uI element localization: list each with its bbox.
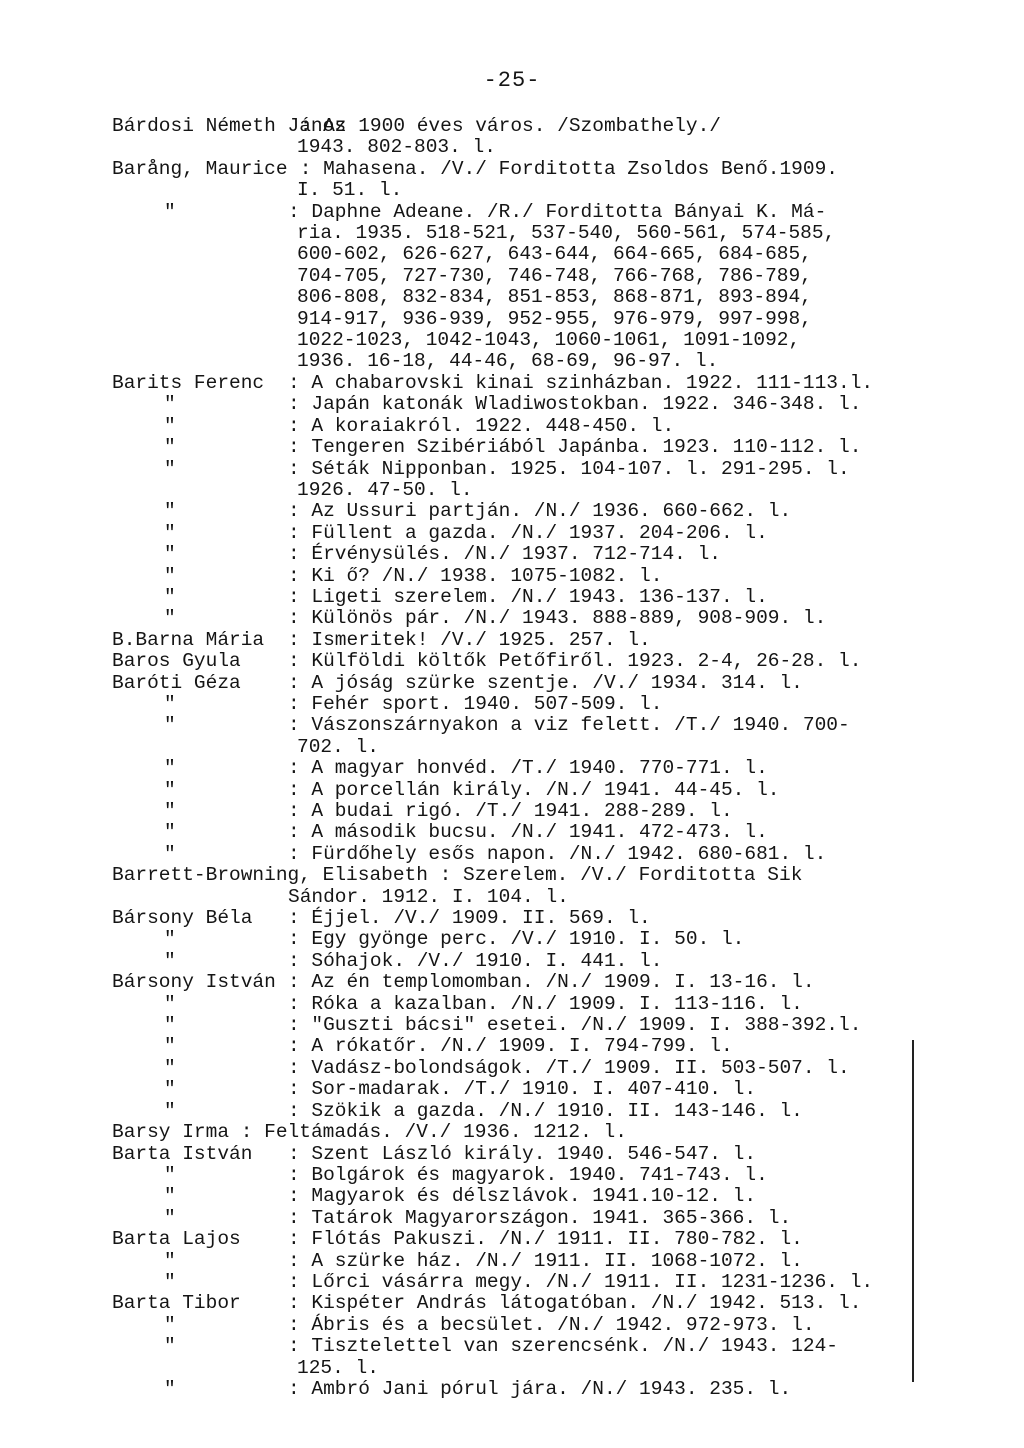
entry-text: : A második bucsu. /N./ 1941. 472-473. l.	[288, 821, 768, 844]
entry-line	[112, 758, 932, 779]
entry-text: : Az 1900 éves város. /Szombathely./	[288, 115, 721, 137]
entry-line	[112, 651, 932, 672]
entry-text: : Szerelem. /V./ Forditotta Sik	[427, 864, 803, 887]
ditto-mark: "	[164, 1163, 176, 1186]
ditto-mark: "	[164, 821, 176, 844]
entry-text: : Ismeritek! /V./ 1925. 257. l.	[288, 628, 651, 651]
ditto-mark: "	[164, 1185, 176, 1208]
entry-line	[112, 416, 932, 437]
author-name: Bársony Béla	[112, 907, 253, 930]
entry-text: : Különös pár. /N./ 1943. 888-889, 908-909. l.	[288, 607, 827, 630]
continuation-text: Sándor. 1912. I. 104. l.	[288, 885, 569, 908]
entry-line	[112, 351, 932, 372]
ditto-mark: "	[164, 457, 176, 480]
entry-text: : Egy gyönge perc. /V./ 1910. I. 50. l.	[288, 928, 745, 951]
ditto-mark: "	[164, 564, 176, 587]
bibliography-list	[112, 116, 932, 1400]
entry-line	[112, 801, 932, 822]
entry-line	[112, 373, 932, 394]
entry-text: : Mahasena. /V./ Forditotta Zsoldos Benő.1909.	[288, 157, 838, 180]
entry-line	[112, 566, 932, 587]
entry-text: : Fürdőhely esős napon. /N./ 1942. 680-681. l.	[288, 842, 827, 865]
entry-text: : Tatárok Magyarországon. 1941. 365-366. l.	[288, 1206, 792, 1229]
entry-line	[112, 459, 932, 480]
ditto-mark: "	[164, 585, 176, 608]
entry-text: : Szökik a gazda. /N./ 1910. II. 143-146. l.	[288, 1099, 803, 1122]
entry-text: : Flótás Pakuszi. /N./ 1911. II. 780-782. l.	[288, 1228, 803, 1251]
entry-line	[112, 116, 932, 137]
entry-text: : A magyar honvéd. /T./ 1940. 770-771. l.	[288, 757, 768, 780]
entry-text: : Róka a kazalban. /N./ 1909. I. 113-116. l.	[288, 992, 803, 1015]
author-name: Barta Tibor	[112, 1292, 241, 1315]
entry-text: : Sor-madarak. /T./ 1910. I. 407-410. l.	[288, 1078, 757, 1101]
entry-line	[112, 1144, 932, 1165]
entry-line	[112, 1186, 932, 1207]
ditto-mark: "	[164, 692, 176, 715]
entry-line	[112, 1122, 932, 1143]
entry-line	[112, 1336, 932, 1357]
entry-text: : Daphne Adeane. /R./ Forditotta Bányai K. Má-	[288, 200, 827, 223]
continuation-text: I. 51. l.	[297, 179, 403, 202]
ditto-mark: "	[164, 800, 176, 822]
entry-line	[112, 309, 932, 330]
continuation-text: ria. 1935. 518-521, 537-540, 560-561, 574-585,	[297, 222, 836, 245]
author-name: Barta István	[112, 1142, 253, 1165]
ditto-mark: "	[164, 1206, 176, 1229]
entry-line	[112, 480, 932, 501]
author-name: B.Barna Mária	[112, 628, 265, 651]
entry-text: : Japán katonák Wladiwostokban. 1922. 346-348. l.	[288, 393, 862, 416]
entry-line	[112, 501, 932, 522]
entry-text: : Szent László király. 1940. 546-547. l.	[288, 1142, 757, 1165]
entry-line	[112, 394, 932, 415]
ditto-mark: "	[164, 1078, 176, 1101]
entry-line	[112, 1315, 932, 1336]
entry-line	[112, 330, 932, 351]
entry-line	[112, 972, 932, 993]
author-name: Barits Ferenc	[112, 371, 265, 394]
entry-text: : Ábris és a becsület. /N./ 1942. 972-973. l.	[288, 1313, 815, 1336]
author-name: Barsy Irma	[112, 1121, 230, 1144]
entry-text: : Kispéter András látogatóban. /N./ 1942. 513. l.	[288, 1292, 862, 1315]
entry-line	[112, 287, 932, 308]
ditto-mark: "	[164, 949, 176, 972]
entry-line	[112, 1101, 932, 1122]
ditto-mark: "	[164, 757, 176, 780]
ditto-mark: "	[164, 1035, 176, 1058]
entry-line	[112, 587, 932, 608]
entry-line	[112, 244, 932, 265]
entry-line	[112, 1272, 932, 1293]
entry-line	[112, 1358, 932, 1379]
author-name: Bársony István	[112, 971, 276, 994]
entry-text: : Az Ussuri partján. /N./ 1936. 660-662. l.	[288, 500, 792, 523]
entry-text: : A koraiakról. 1922. 448-450. l.	[288, 414, 675, 437]
entry-line	[112, 780, 932, 801]
entry-line	[112, 1293, 932, 1314]
ditto-mark: "	[164, 521, 176, 544]
entry-text: : Sóhajok. /V./ 1910. I. 441. l.	[288, 949, 663, 972]
ditto-mark: "	[164, 992, 176, 1015]
entry-line	[112, 523, 932, 544]
ditto-mark: "	[164, 436, 176, 459]
entry-line	[112, 1165, 932, 1186]
entry-line	[112, 1079, 932, 1100]
entry-text: : A jóság szürke szentje. /V./ 1934. 314. l.	[288, 671, 803, 694]
author-name: Barång, Maurice	[112, 157, 288, 180]
ditto-mark: "	[164, 842, 176, 865]
entry-line	[112, 180, 932, 201]
entry-line	[112, 544, 932, 565]
entry-text: : Feltámadás. /V./ 1936. 1212. l.	[229, 1121, 627, 1144]
entry-text: : Vadász-bolondságok. /T./ 1909. II. 503-507. l.	[288, 1056, 850, 1079]
continuation-text: 1926. 47-50. l.	[297, 478, 473, 501]
entry-line	[112, 929, 932, 950]
entry-text: : Bolgárok és magyarok. 1940. 741-743. l.	[288, 1163, 768, 1186]
entry-line	[112, 844, 932, 865]
entry-line	[112, 1015, 932, 1036]
continuation-text: 1936. 16-18, 44-46, 68-69, 96-97. l.	[297, 350, 719, 373]
entry-line	[112, 1208, 932, 1229]
entry-text: : Füllent a gazda. /N./ 1937. 204-206. l.	[288, 521, 768, 544]
entry-text: : A chabarovski kinai szinházban. 1922. 111-113.l.	[288, 371, 874, 394]
ditto-mark: "	[164, 1249, 176, 1272]
margin-line	[912, 1040, 914, 1382]
ditto-mark: "	[164, 200, 176, 223]
entry-line	[112, 266, 932, 287]
ditto-mark: "	[164, 928, 176, 951]
ditto-mark: "	[164, 1377, 176, 1400]
author-name: Barta Lajos	[112, 1228, 241, 1251]
entry-line	[112, 994, 932, 1015]
entry-text: : Éjjel. /V./ 1909. II. 569. l.	[288, 907, 651, 930]
entry-line	[112, 137, 932, 158]
entry-line	[112, 223, 932, 244]
entry-text: : A budai rigó. /T./ 1941. 288-289. l.	[288, 800, 733, 822]
entry-text: : Ambró Jani pórul jára. /N./ 1943. 235. l.	[288, 1377, 792, 1400]
entry-line	[112, 737, 932, 758]
author-name: Bárdosi Németh János	[112, 115, 347, 137]
entry-line	[112, 1036, 932, 1057]
entry-line	[112, 1251, 932, 1272]
entry-line	[112, 1058, 932, 1079]
entry-text: : Ki ő? /N./ 1938. 1075-1082. l.	[288, 564, 663, 587]
entry-line	[112, 694, 932, 715]
entry-line	[112, 715, 932, 736]
entry-line	[112, 608, 932, 629]
entry-text: : Tengeren Szibériából Japánba. 1923. 110-112. l.	[288, 436, 862, 459]
entry-line	[112, 159, 932, 180]
entry-line	[112, 673, 932, 694]
author-name: Baros Gyula	[112, 650, 241, 673]
entry-text: : Érvénysülés. /N./ 1937. 712-714. l.	[288, 543, 721, 566]
ditto-mark: "	[164, 1014, 176, 1037]
ditto-mark: "	[164, 714, 176, 737]
entry-text: : Lőrci vásárra megy. /N./ 1911. II. 1231-1236. l.	[288, 1270, 874, 1293]
entry-line	[112, 630, 932, 651]
continuation-text: 1943. 802-803. l.	[297, 136, 496, 159]
continuation-text: 125. l.	[297, 1356, 379, 1379]
author-name: Baróti Géza	[112, 671, 241, 694]
ditto-mark: "	[164, 607, 176, 630]
entry-line	[112, 865, 932, 886]
ditto-mark: "	[164, 1099, 176, 1122]
continuation-text: 806-808, 832-834, 851-853, 868-871, 893-894,	[297, 286, 812, 309]
ditto-mark: "	[164, 393, 176, 416]
ditto-mark: "	[164, 543, 176, 566]
ditto-mark: "	[164, 414, 176, 437]
ditto-mark: "	[164, 778, 176, 801]
continuation-text: 600-602, 626-627, 643-644, 664-665, 684-685,	[297, 243, 812, 266]
author-name: Barrett-Browning, Elisabeth	[112, 864, 428, 887]
entry-line	[112, 951, 932, 972]
entry-line	[112, 908, 932, 929]
entry-text: : A szürke ház. /N./ 1911. II. 1068-1072. l.	[288, 1249, 803, 1272]
entry-line	[112, 437, 932, 458]
entry-line	[112, 1229, 932, 1250]
entry-line	[112, 887, 932, 908]
continuation-text: 914-917, 936-939, 952-955, 976-979, 997-998,	[297, 307, 812, 330]
entry-line	[112, 1379, 932, 1400]
ditto-mark: "	[164, 1313, 176, 1336]
entry-text: : Ligeti szerelem. /N./ 1943. 136-137. l.	[288, 585, 768, 608]
ditto-mark: "	[164, 1335, 176, 1358]
entry-text: : Séták Nipponban. 1925. 104-107. l. 291-295. l.	[288, 457, 850, 480]
entry-text: : A rókatőr. /N./ 1909. I. 794-799. l.	[288, 1035, 733, 1058]
continuation-text: 704-705, 727-730, 746-748, 766-768, 786-789,	[297, 264, 812, 287]
ditto-mark: "	[164, 1270, 176, 1293]
continuation-text: 702. l.	[297, 735, 379, 758]
entry-text: : Magyarok és délszlávok. 1941.10-12. l.	[288, 1185, 757, 1208]
entry-text: : A porcellán király. /N./ 1941. 44-45. l.	[288, 778, 780, 801]
page-number: -25-	[483, 68, 541, 93]
entry-line	[112, 822, 932, 843]
entry-text: : Külföldi költők Petőfiről. 1923. 2-4, 26-28. l.	[288, 650, 862, 673]
entry-line	[112, 202, 932, 223]
ditto-mark: "	[164, 1056, 176, 1079]
entry-text: : Fehér sport. 1940. 507-509. l.	[288, 692, 663, 715]
ditto-mark: "	[164, 500, 176, 523]
entry-text: : Tisztelettel van szerencsénk. /N./ 1943. 124-	[288, 1335, 838, 1358]
entry-text: : "Guszti bácsi" esetei. /N./ 1909. I. 388-392.l.	[288, 1014, 862, 1037]
entry-text: : Vászonszárnyakon a viz felett. /T./ 1940. 700-	[288, 714, 850, 737]
entry-text: : Az én templomomban. /N./ 1909. I. 13-16. l.	[288, 971, 815, 994]
continuation-text: 1022-1023, 1042-1043, 1060-1061, 1091-1092,	[297, 329, 801, 352]
